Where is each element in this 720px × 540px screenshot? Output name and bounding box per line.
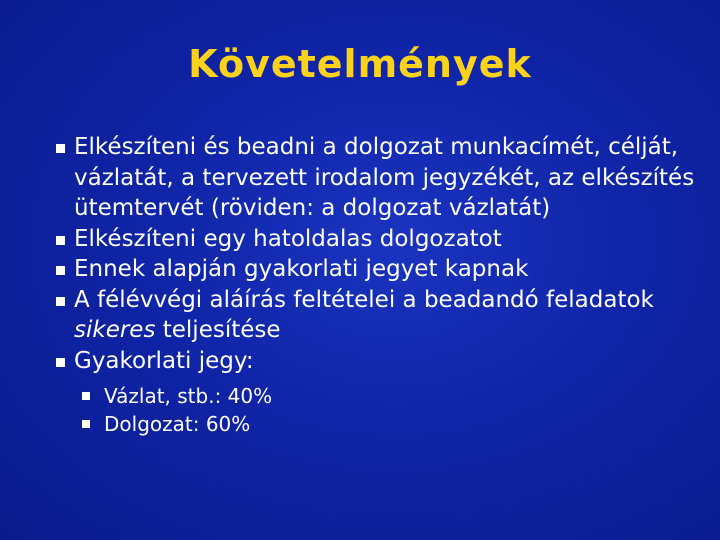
- bullet-item: [44, 224, 704, 255]
- square-bullet-icon: [82, 420, 90, 428]
- square-bullet-icon: [56, 236, 65, 245]
- bullet-text: Gyakorlati jegy:: [74, 347, 254, 374]
- square-bullet-icon: [56, 266, 65, 275]
- bullet-item: [44, 132, 704, 224]
- bullet-item: [44, 254, 704, 285]
- bullet-item: [44, 346, 704, 377]
- bullet-text: Elkészíteni egy hatoldalas dolgozatot: [74, 225, 502, 252]
- bullet-item: [44, 285, 704, 346]
- bullet-text: Elkészíteni és beadni a dolgozat munkacímét, célját, vázlatát, a tervezett irodalom jegyzékét, az elkészítés ütemtervét (röviden: a dolgozat vázlatát): [74, 134, 695, 221]
- sub-bullet-item: [44, 382, 704, 410]
- bullet-text: Ennek alapján gyakorlati jegyet kapnak: [74, 256, 529, 282]
- bullet-list: [44, 132, 704, 438]
- square-bullet-icon: [56, 358, 65, 367]
- slide-title: Követelmények: [188, 42, 532, 86]
- bullet-text-before: A félévvégi aláírás feltételei a beadandó feladatok: [74, 286, 654, 313]
- square-bullet-icon: [56, 297, 65, 306]
- sub-bullet-text: Vázlat, stb.: 40%: [104, 384, 273, 408]
- square-bullet-icon: [82, 392, 90, 400]
- square-bullet-icon: [56, 144, 65, 153]
- bullet-text-after: teljesítése: [155, 317, 281, 343]
- sub-bullet-item: [44, 410, 704, 438]
- sub-bullet-text: Dolgozat: 60%: [104, 412, 251, 436]
- bullet-text-emphasis: sikeres: [74, 317, 156, 343]
